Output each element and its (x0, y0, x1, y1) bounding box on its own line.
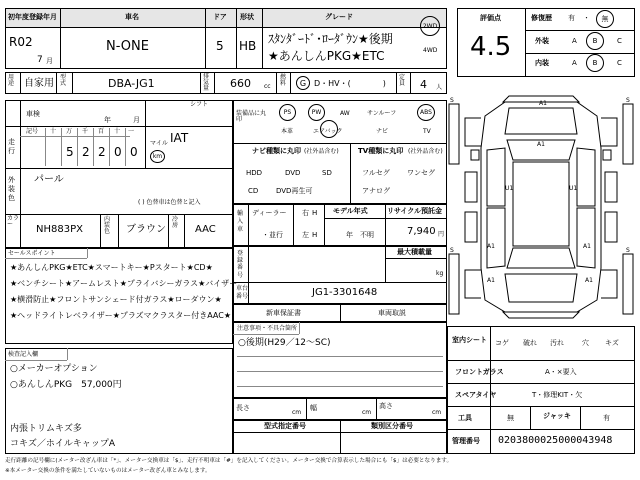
handle-h-left: H (312, 231, 318, 239)
inspector-label: 検査記入欄 (8, 351, 39, 358)
car-name-label: 車名 (125, 13, 139, 21)
spare-tire-label: スペアタイヤ (455, 391, 497, 399)
exterior-scale-c: C (617, 37, 622, 45)
navi-dvd: DVD (285, 169, 301, 177)
capacity-unit: 人 (436, 84, 443, 91)
damage-mark: A1 (585, 277, 593, 284)
repair-history-label: 修復歴 (531, 14, 552, 22)
digit-label-ichi: 一 (128, 128, 135, 135)
grade-label: グレード (325, 13, 353, 21)
interior-color-label: 内装色 (104, 216, 111, 235)
mileage-digit: 0 (114, 145, 122, 159)
shaken-month-unit: 月 (133, 116, 140, 124)
overall-score-label: 評価点 (480, 14, 501, 22)
interior-scale-c: C (617, 59, 622, 67)
interior-color: ブラウン (126, 224, 166, 235)
sales-point-line: ★ヘッドライトレベライザー★プラズマクラスター付きAAC★ (10, 311, 232, 320)
interior-grade-label: 内装 (535, 59, 549, 67)
seat-tear: 破れ (523, 339, 537, 347)
exterior-scale-a: A (572, 37, 577, 45)
car-name: N-ONE (106, 39, 149, 54)
tv-type-label: TV種類に丸印 (358, 147, 404, 155)
color-code-label: カラー (7, 215, 20, 228)
tv-type-note: (社外品含む) (408, 148, 443, 155)
width-unit: cm (362, 409, 372, 416)
damage-mark: A1 (583, 243, 591, 250)
exterior-grade-label: 外装 (535, 37, 549, 45)
capacity: 4 (420, 78, 427, 91)
fuel-gas-circle: G (296, 76, 310, 90)
reg-number-label: 登録番号 (237, 250, 244, 279)
digit-label-sen: 千 (82, 128, 89, 135)
sales-point-label: セールスポイント (8, 250, 56, 257)
digit-label-hyaku: 百 (98, 128, 105, 135)
navi-sd: SD (322, 169, 332, 177)
shaken-label: 車検 (26, 110, 40, 118)
model-year-value: 年 不明 (346, 231, 374, 239)
shift-label: シフト (190, 101, 209, 108)
equip-leather: 本革 (281, 128, 294, 135)
navi-hdd: HDD (246, 169, 263, 177)
month-unit: 月 (46, 57, 53, 65)
exterior-b-circle: B (586, 32, 604, 50)
ac-value: AAC (195, 224, 216, 235)
width-label: 幅 (310, 404, 317, 412)
car-damage-diagram (447, 88, 635, 322)
max-load-label: 最大積載量 (397, 248, 432, 256)
color-change-note: ( ) 色替車は色替と記入 (138, 199, 201, 206)
damage-mark: A1 (487, 277, 495, 284)
use-label: 用途 (8, 74, 15, 87)
damage-mark: S (450, 247, 454, 254)
recycle-yen: 円 (438, 231, 445, 238)
import-label: 輸入車 (237, 210, 244, 233)
warranty-book: 新車保証書 (266, 309, 301, 317)
seat-stain: 汚れ (550, 339, 564, 347)
height-unit: cm (432, 409, 442, 416)
handle-right: 右 (302, 209, 309, 217)
damage-mark: S (450, 97, 454, 104)
tools-label: 工具 (458, 414, 472, 422)
drive-2wd-circle: 2WD (420, 16, 440, 36)
equip-sunroof: サンルーフ (367, 110, 397, 117)
tv-oneseg: ワンセグ (407, 169, 435, 177)
digit-label-juu: 十 (114, 128, 121, 135)
grade-line-1: ｽﾀﾝﾀﾞｰﾄﾞ･ﾛｰﾀﾞｳﾝ★後期 (268, 32, 393, 46)
sales-point-line: ★ベンチシート★アームレスト★プライバシーガラス★バイザー (10, 279, 238, 288)
damage-mark: A1 (539, 100, 547, 107)
equip-abs-circle: ABS (417, 104, 435, 121)
notes-label: 注意事項・不具合箇所 (237, 325, 298, 332)
reg-date-label: 初年度登録年月 (8, 13, 57, 21)
fuel-label: 燃料 (280, 74, 287, 87)
management-number: 0203800025000043948 (498, 435, 613, 446)
import-parallel: ・並行 (262, 231, 283, 239)
shape-label: 形状 (240, 13, 254, 21)
damage-mark: S (626, 97, 630, 104)
equip-airbag-circle (320, 120, 338, 138)
windshield-label: フロントガラス (455, 368, 504, 376)
inspector-line: ○あんしんPKG 57,000円 (10, 380, 122, 390)
door-count: 5 (216, 39, 224, 53)
damage-mark: U1 (505, 185, 514, 192)
fuel-options: D・HV・( ) (314, 79, 386, 88)
mileage-digit: 2 (82, 145, 90, 159)
equip-navi: ナビ (376, 128, 389, 135)
length-unit: cm (292, 409, 302, 416)
type-spec-label: 型式指定番号 (264, 422, 306, 430)
exterior-color: パール (34, 174, 64, 185)
sales-point-line: ★横滑防止★フロントサンシェード付ガラス★ローダウン★ (10, 295, 222, 304)
seat-hole: 穴 (582, 339, 589, 347)
handle-h-right: H (312, 209, 318, 217)
repair-sep: ・ (583, 14, 590, 22)
equip-pw-circle: PW (308, 104, 325, 121)
inspector-line: 内張トリムキズ多 (10, 424, 82, 434)
tv-fullseg: フルセグ (362, 169, 390, 177)
drive-4wd: 4WD (423, 47, 438, 54)
digit-label-mark: 記号 (26, 128, 39, 135)
footer-note-1: 走行距離の記号欄に(メーター改ざん車は「*」、メーター交換車は「$」、走行不明車は「#」を記入してください。メーター交換で合算表示した場合にも「$」は必要となります。 (5, 458, 453, 464)
body-shape: HB (239, 39, 257, 53)
class-number-label: 類別区分番号 (371, 422, 413, 430)
inspector-line: ○メーカーオプション (10, 364, 98, 374)
equip-aw: AW (340, 110, 350, 117)
mileage-label: 走行 (8, 138, 15, 156)
digit-label-ten: 十 (50, 128, 57, 135)
capacity-label: 定員 (399, 74, 406, 87)
shaken-year-unit: 年 (104, 116, 111, 124)
displacement-label: 排気量 (203, 73, 210, 92)
mile-unit: マイル (150, 140, 168, 147)
owner-manual: 車両取説 (378, 309, 406, 317)
max-load-unit: kg (436, 270, 444, 277)
overall-score: 4.5 (470, 32, 512, 62)
navi-dvd-play: DVD再生可 (276, 187, 313, 195)
reg-year: R02 (9, 35, 33, 49)
model-code: DBA-JG1 (108, 77, 155, 90)
shift-value: IAT (170, 131, 189, 145)
repair-no-circle: 無 (596, 10, 614, 28)
equip-ps-circle: PS (279, 104, 296, 121)
tools-value: 無 (507, 414, 514, 422)
dimensions-row (233, 398, 447, 420)
navi-type-note: (社外品含む) (304, 148, 339, 155)
mileage-digit: 2 (98, 145, 106, 159)
sales-point-line: ★あんしんPKG★ETC★スマートキー★Pスタート★CD★ (10, 263, 213, 272)
interior-b-circle: B (586, 54, 604, 72)
mileage-digit: 5 (66, 145, 74, 159)
equipment-label: 装備品に丸印 (236, 110, 267, 123)
seat-burn: コゲ (495, 339, 509, 347)
recycle-fee: 7,940 (407, 226, 436, 237)
height-label: 高さ (379, 402, 393, 410)
displacement: 660 (230, 77, 251, 90)
km-unit-circle: km (150, 150, 165, 163)
tv-analog: アナログ (362, 187, 390, 195)
damage-mark: U1 (569, 185, 578, 192)
footer-note-2: ※本メーター交換の条件を満たしていないものはメーター改ざん車とみなします。 (5, 468, 211, 474)
digit-label-man: 万 (66, 128, 73, 135)
cc-unit: cc (264, 83, 271, 90)
notes-text: ○後期(H29／12〜SC) (238, 338, 331, 348)
management-number-label: 管理番号 (452, 437, 480, 445)
navi-type-label: ナビ種類に丸印 (252, 147, 301, 155)
interior-scale-a: A (572, 59, 577, 67)
chassis-number: JG1-3301648 (312, 287, 378, 298)
length-label: 長さ (236, 404, 250, 412)
seat-scratch: キズ (605, 339, 619, 347)
inspector-line: コキズ／ホイルキャップA (10, 439, 115, 449)
damage-mark: A1 (537, 141, 545, 148)
damage-mark: S (626, 247, 630, 254)
exterior-color-label: 外装色 (8, 176, 15, 203)
model-year-label: モデル年式 (333, 207, 368, 215)
model-type-label: 型式 (60, 74, 67, 87)
reg-month: 7 (37, 55, 43, 65)
windshield-options: A・×要入 (545, 368, 577, 376)
ac-label: 冷房 (172, 216, 179, 229)
seat-label: 室内シート (452, 336, 487, 344)
import-dealer: ディーラー (252, 209, 287, 217)
mileage-digit: 0 (130, 145, 138, 159)
color-code: NH883PX (36, 224, 83, 235)
handle-left: 左 (302, 231, 309, 239)
jack-label: ジャッキ (543, 412, 571, 420)
chassis-label: 車台番号 (236, 285, 249, 300)
use-value: 自家用 (24, 78, 54, 89)
damage-mark: A1 (487, 243, 495, 250)
recycle-label: リサイクル預託金 (387, 207, 443, 215)
spare-tire-options: T・修理KIT・欠 (532, 391, 583, 399)
equip-airbag: エアバック (313, 128, 343, 135)
navi-cd: CD (248, 187, 259, 195)
repair-yes: 有 (568, 14, 575, 22)
door-label: ドア (213, 13, 227, 21)
grade-line-2: ★あんしんPKG★ETC (268, 49, 385, 63)
equip-tv: TV (423, 128, 431, 135)
jack-value: 有 (603, 414, 610, 422)
